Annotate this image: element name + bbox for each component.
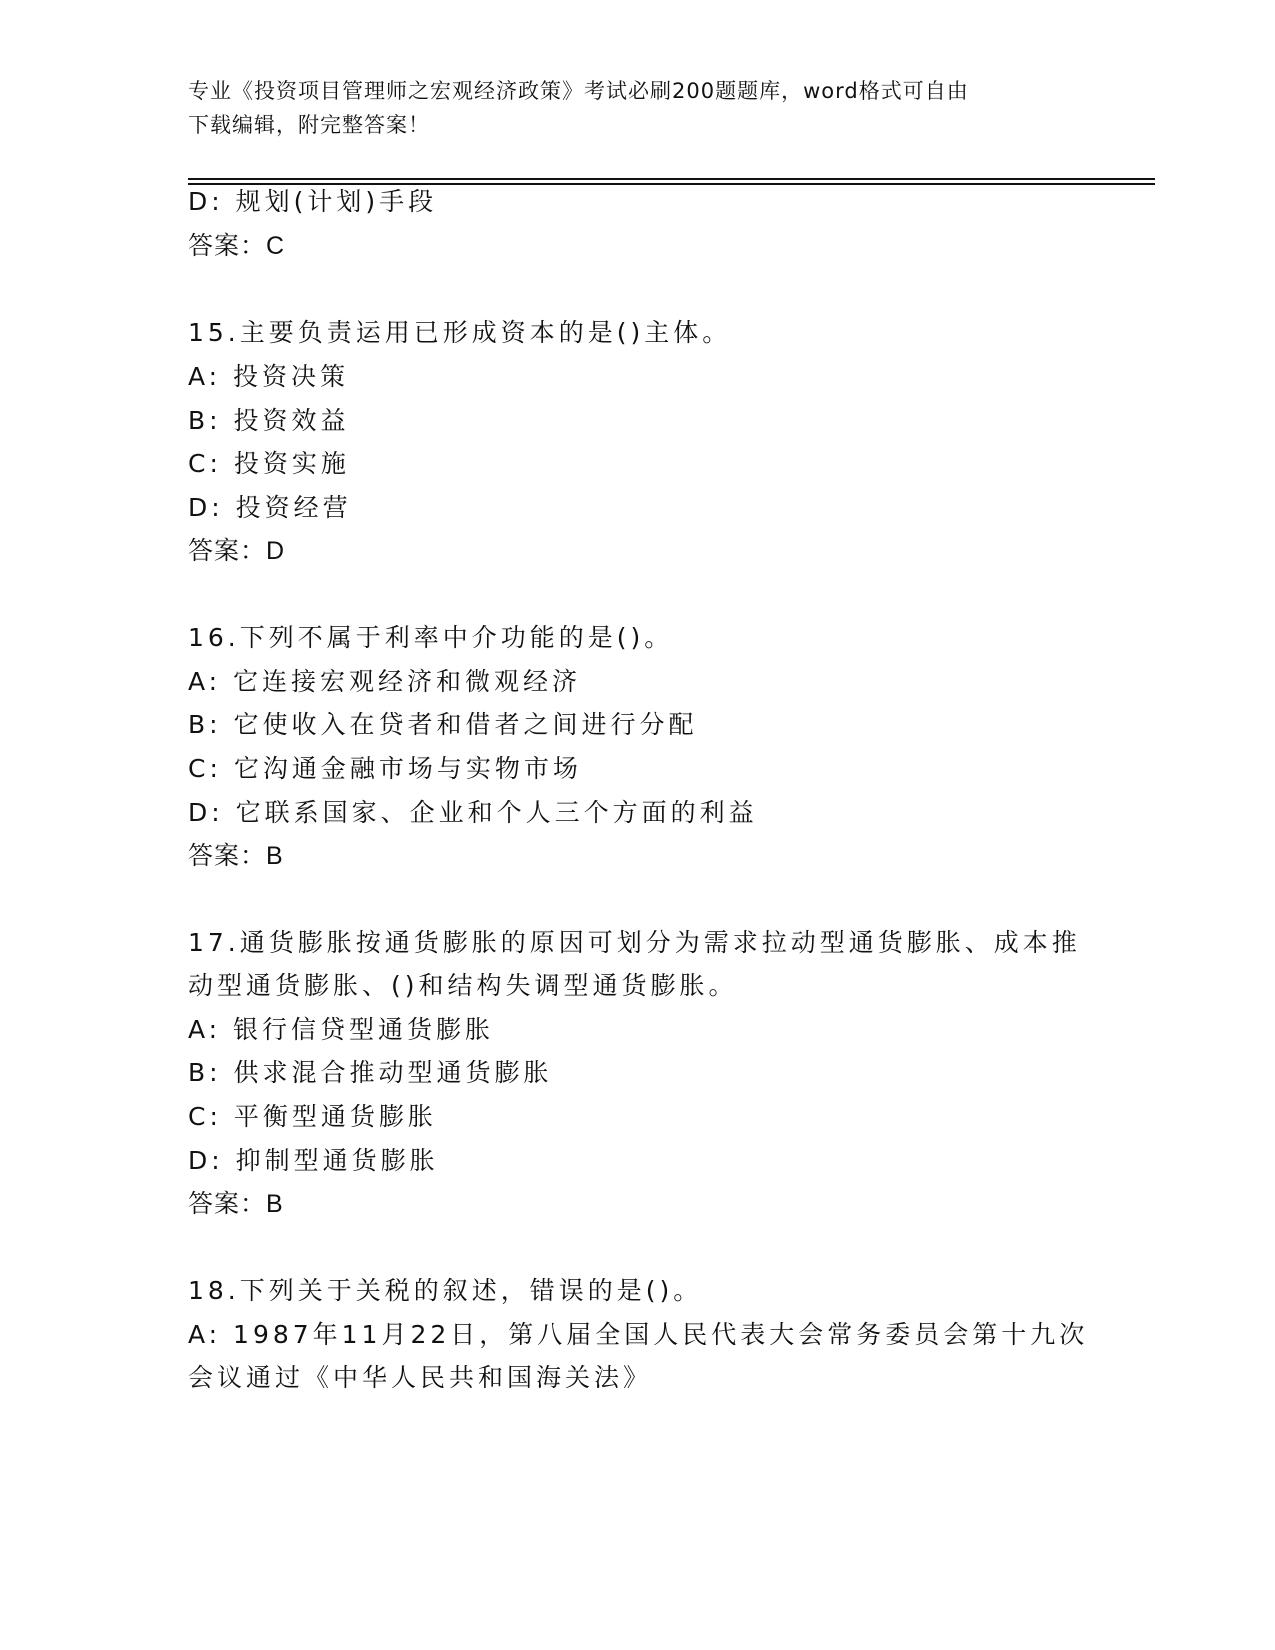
q16-answer: 答案：B: [188, 842, 284, 870]
q15-answer: 答案：D: [188, 537, 286, 565]
q17-question-line-2: 动型通货膨胀、()和结构失调型通货膨胀。: [188, 971, 738, 1000]
q17-option-d: D: 抑制型通货膨胀: [188, 1146, 439, 1175]
header-title-line-1: 专业《投资项目管理师之宏观经济政策》考试必刷200题题库，word格式可自由: [188, 79, 969, 103]
q18-question: 18.下列关于关税的叙述，错误的是()。: [188, 1276, 703, 1305]
q16-option-b: B: 它使收入在贷者和借者之间进行分配: [188, 710, 698, 739]
q16-question: 16.下列不属于利率中介功能的是()。: [188, 623, 674, 652]
q15-option-d: D: 投资经营: [188, 493, 352, 522]
header-title-line-2: 下载编辑，附完整答案！: [188, 113, 430, 137]
q14-option-d: D: 规划(计划)手段: [188, 187, 438, 216]
q15-option-a: A: 投资决策: [188, 362, 350, 391]
q15-question: 15.主要负责运用已形成资本的是()主体。: [188, 318, 732, 347]
q18-option-a-line-1: A: 1987年11月22日，第八届全国人民代表大会常务委员会第十九次: [188, 1320, 1089, 1349]
q16-option-c: C: 它沟通金融市场与实物市场: [188, 754, 582, 783]
q17-option-a: A: 银行信贷型通货膨胀: [188, 1015, 495, 1044]
q17-answer: 答案：B: [188, 1190, 284, 1218]
q15-option-b: B: 投资效益: [188, 406, 350, 435]
document-header: [188, 74, 1088, 142]
q17-option-b: B: 供求混合推动型通货膨胀: [188, 1058, 553, 1087]
q16-option-a: A: 它连接宏观经济和微观经济: [188, 667, 582, 696]
q16-option-d: D: 它联系国家、企业和个人三个方面的利益: [188, 798, 758, 827]
q15-option-c: C: 投资实施: [188, 449, 350, 478]
q17-question-line-1: 17.通货膨胀按通货膨胀的原因可划分为需求拉动型通货膨胀、成本推: [188, 928, 1081, 957]
q17-option-c: C: 平衡型通货膨胀: [188, 1102, 437, 1131]
q18-option-a-line-2: 会议通过《中华人民共和国海关法》: [188, 1363, 653, 1392]
q14-answer: 答案：C: [188, 232, 286, 260]
